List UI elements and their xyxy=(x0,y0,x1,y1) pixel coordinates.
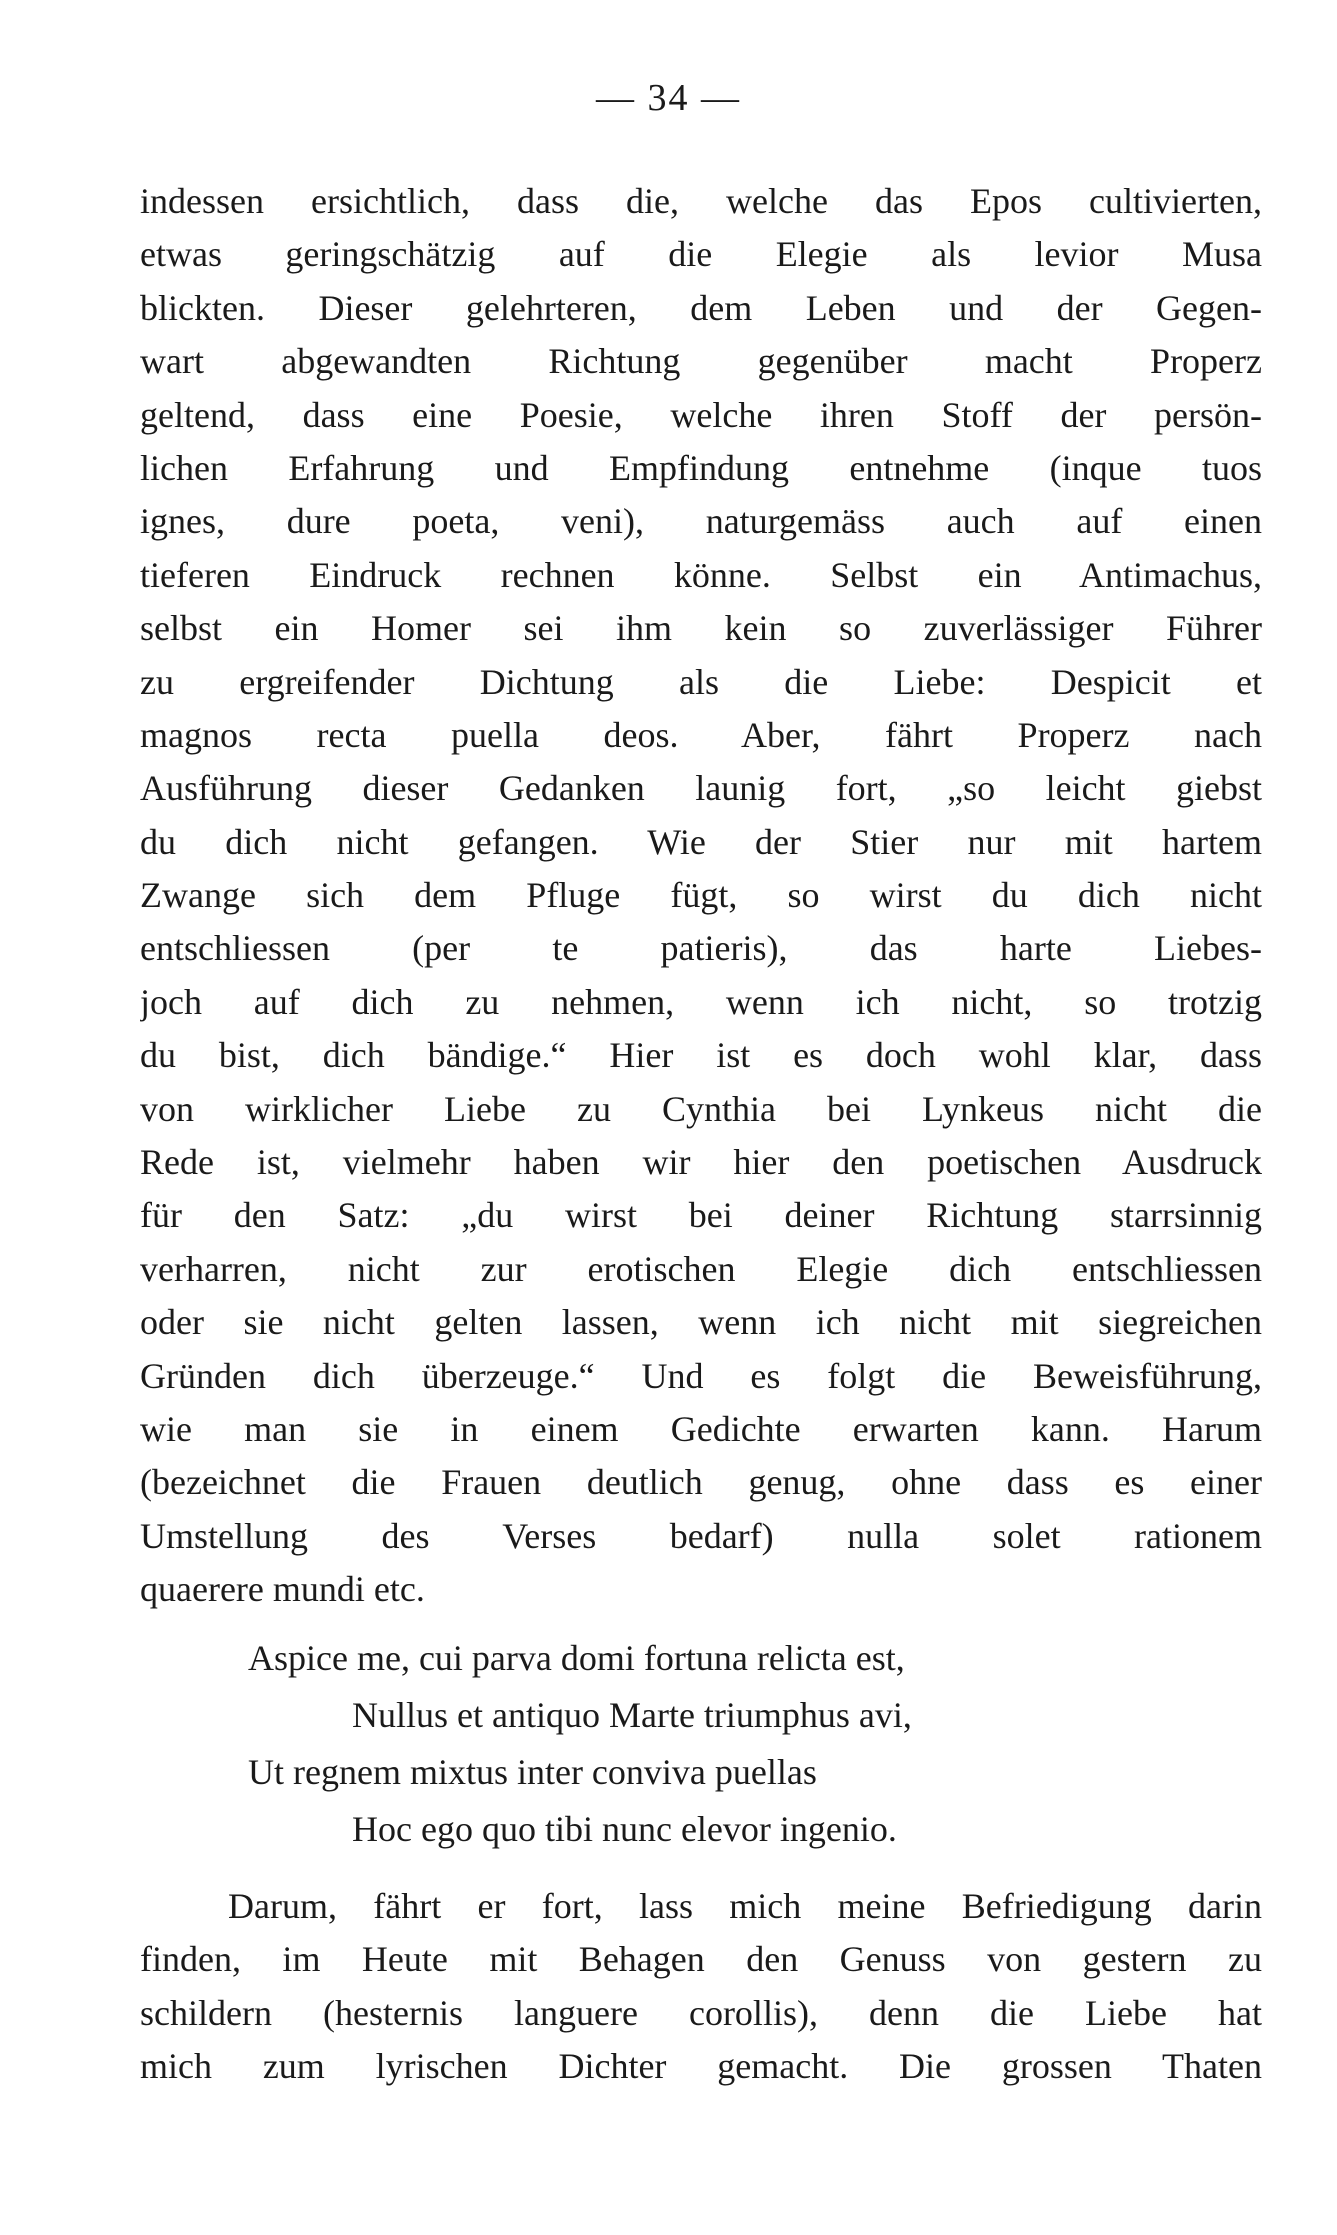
page-number: — 34 — xyxy=(596,77,741,119)
text-line: wart abgewandten Richtung gegenüber macht Properz xyxy=(140,341,1262,382)
text-line: Gründen dich überzeuge.“ Und es folgt die Beweisführung, xyxy=(140,1355,1262,1396)
text-line: für den Satz: „du wirst bei deiner Richtung starrsinnig xyxy=(140,1195,1262,1236)
text-line: oder sie nicht gelten lassen, wenn ich nicht mit siegreichen xyxy=(140,1302,1262,1343)
text-line: lichen Erfahrung und Empfindung entnehme (inque tuos xyxy=(140,447,1262,488)
text-line: verharren, nicht zur erotischen Elegie dich entschliessen xyxy=(140,1248,1262,1289)
text-line: selbst ein Homer sei ihm kein so zuverlässiger Führer xyxy=(140,608,1262,649)
text-line: indessen ersichtlich, dass die, welche das Epos cultivierten, xyxy=(140,181,1262,221)
verse-line: Aspice me, cui parva domi fortuna relicta est, xyxy=(248,1638,905,1678)
verse-line: Nullus et antiquo Marte triumphus avi, xyxy=(352,1695,912,1735)
paragraph-1 xyxy=(140,175,1262,1617)
text-line: quaerere mundi etc. xyxy=(140,1569,425,1610)
text-line: etwas geringschätzig auf die Elegie als levior Musa xyxy=(140,234,1262,275)
text-line: mich zum lyrischen Dichter gemacht. Die grossen Thaten xyxy=(140,2046,1262,2087)
verse-block xyxy=(140,1630,1262,1858)
verse-line: Hoc ego quo tibi nunc elevor ingenio. xyxy=(352,1809,897,1849)
text-line: Zwange sich dem Pfluge fügt, so wirst du dich nicht xyxy=(140,875,1262,916)
text-line: von wirklicher Liebe zu Cynthia bei Lynkeus nicht die xyxy=(140,1088,1262,1129)
text-line: ignes, dure poeta, veni), naturgemäss auch auf einen xyxy=(140,501,1262,542)
verse-line: Ut regnem mixtus inter conviva puellas xyxy=(248,1752,817,1792)
text-line: finden, im Heute mit Behagen den Genuss von gestern zu xyxy=(140,1939,1262,1980)
text-line: (bezeichnet die Frauen deutlich genug, ohne dass es einer xyxy=(140,1462,1262,1503)
text-line: schildern (hesternis languere corollis), denn die Liebe hat xyxy=(140,1992,1262,2033)
text-line: wie man sie in einem Gedichte erwarten kann. Harum xyxy=(140,1408,1262,1449)
text-line: Ausführung dieser Gedanken launig fort, „so leicht giebst xyxy=(140,768,1262,809)
text-line: Darum, fährt er fort, lass mich meine Befriedigung darin xyxy=(228,1886,1262,1926)
text-line: blickten. Dieser gelehrteren, dem Leben und der Gegen- xyxy=(140,287,1262,328)
paragraph-2 xyxy=(140,1880,1262,2094)
text-line: du dich nicht gefangen. Wie der Stier nur mit hartem xyxy=(140,821,1262,862)
text-line: entschliessen (per te patieris), das harte Liebes- xyxy=(140,928,1262,969)
text-line: Umstellung des Verses bedarf) nulla solet rationem xyxy=(140,1515,1262,1556)
text-line: magnos recta puella deos. Aber, fährt Properz nach xyxy=(140,714,1262,755)
text-line: Rede ist, vielmehr haben wir hier den poetischen Ausdruck xyxy=(140,1142,1262,1183)
text-line: joch auf dich zu nehmen, wenn ich nicht, so trotzig xyxy=(140,981,1262,1022)
text-line: zu ergreifender Dichtung als die Liebe: Despicit et xyxy=(140,661,1262,702)
text-line: du bist, dich bändige.“ Hier ist es doch wohl klar, dass xyxy=(140,1035,1262,1076)
text-line: geltend, dass eine Poesie, welche ihren Stoff der persön- xyxy=(140,394,1262,435)
text-line: tieferen Eindruck rechnen könne. Selbst ein Antimachus, xyxy=(140,554,1262,595)
